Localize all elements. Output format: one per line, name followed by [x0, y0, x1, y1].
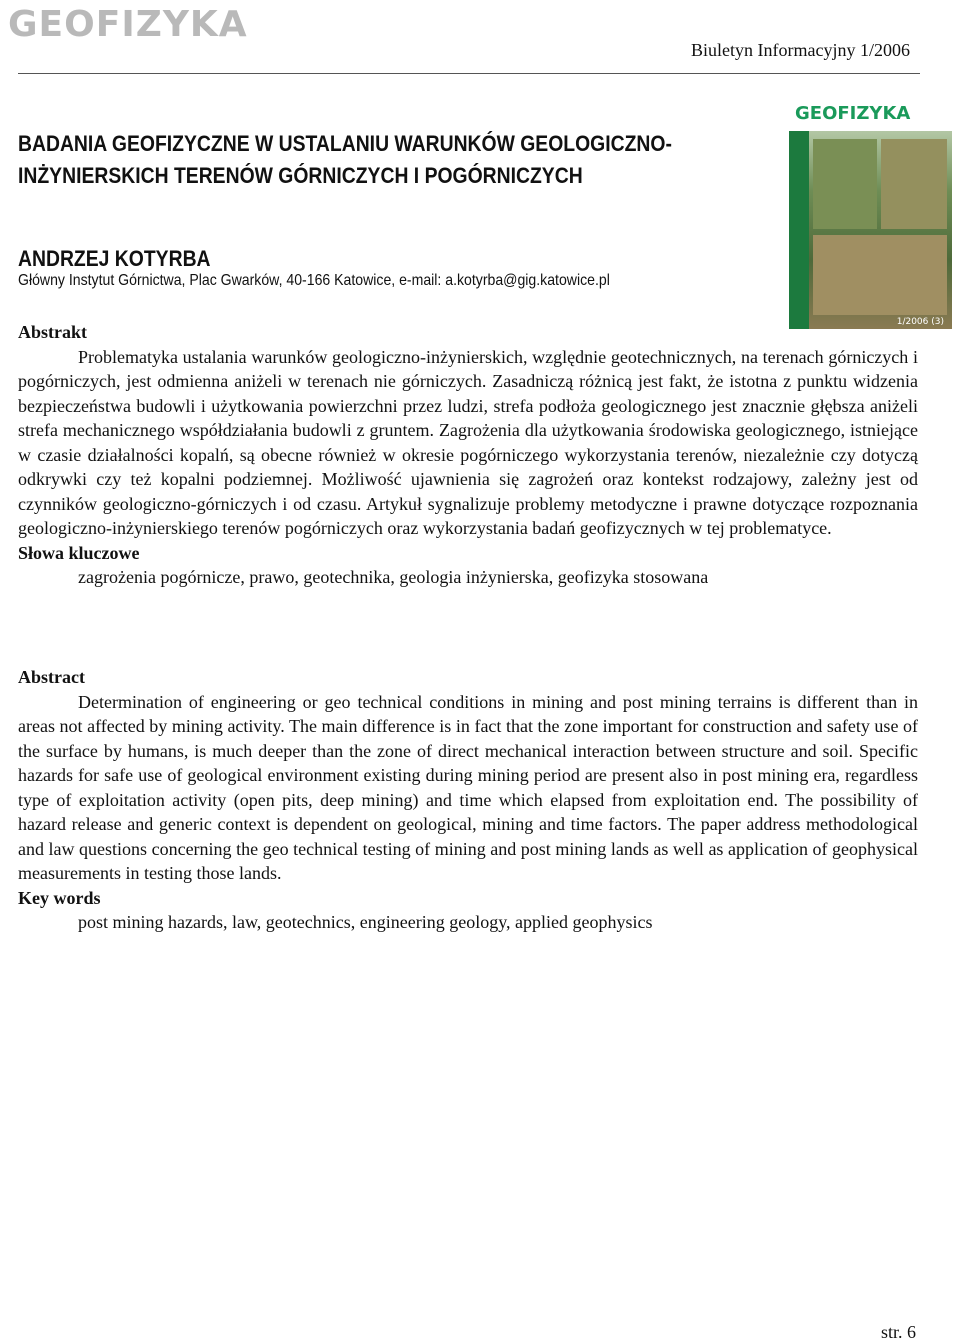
abstract-english — [18, 665, 918, 935]
keywords-en: post mining hazards, law, geotechnics, engineering geology, applied geophysics — [78, 912, 653, 932]
cover-image — [789, 99, 952, 329]
article-title: BADANIA GEOFIZYCZNE W USTALANIU WARUNKÓW GEOLOGICZNO-INŻYNIERSKICH TERENÓW GÓRNICZYCH I POGÓRNICZYCH — [18, 131, 672, 188]
page-number: str. 6 — [880, 1322, 916, 1342]
journal-logo: GEOFIZYKA — [8, 4, 248, 45]
cover-photo — [813, 139, 877, 229]
cover-header — [789, 99, 952, 131]
keywords-pl: zagrożenia pogórnicze, prawo, geotechnika, geologia inżynierska, geofizyka stosowana — [78, 567, 709, 587]
abstract-polish — [18, 320, 918, 590]
abstract-pl-text: Problematyka ustalania warunków geologiczno-inżynierskich, względnie geotechnicznych, na terenach górniczych i pogórniczych, jest odmienna aniżeli w terenach nie górniczych. Zasadniczą różnicą jest fakt, że istotna z punktu widzenia bezpieczeństwa budowli i użytkowania powierzchni przez ludzi, strefa podłoża geologicznego jest znacznie głębsza aniżeli strefa mechanicznego współdziałania budowli z gruntem. Zagrożenia dla użytkowania środowiska geologicznego, istniejące w czasie działalności kopalń, są obecne również w okresie pogórniczego wykorzystania terenów, niezależnie czy dotyczą odkrywki czy też kopalni podziemnej. Możliwość ujawnienia się zagrożeń oraz kontekst rodzajowy, zależny jest od czynników geologiczno-górniczych i od czasu. Artykuł sygnalizuje problemy metodyczne i prawne dotyczące rozpoznania geologiczno-inżynierskiego terenów pogórniczych oraz wykorzystania badań geofizycznych w tej problematyce. — [18, 346, 918, 538]
author-name: ANDRZEJ KOTYRBA — [18, 246, 211, 271]
cover-title: GEOFIZYKA — [795, 103, 911, 124]
abstract-en-text: Determination of engineering or geo technical conditions in mining and post mining terrains is different than in areas not affected by mining activity. The main difference is in fact that the zone important for construction and safety use of the surface by humans, is much deeper than the zone of direct mechanical interaction between structure and soil. Specific hazards for safe use of geological environment existing during mining period are present also in post mining era, regardless type of exploitation activity (open pits, deep mining) and time which elapsed from exploitation end. The possibility of hazard release and generic context is dependent on geological, mining and time factors. The paper address methodological and law questions concerning the geo technical testing of mining and post mining lands as well as application of geophysical measurements in testing those lands. — [18, 691, 918, 883]
cover-photo — [881, 139, 947, 229]
bulletin-label: Biuletyn Informacyjny 1/2006 — [691, 40, 910, 60]
keywords-en-heading: Key words — [18, 887, 101, 908]
keywords-pl-heading: Słowa kluczowe — [18, 542, 140, 563]
abstract-en-heading: Abstract — [18, 667, 85, 687]
author-affiliation: Główny Instytut Górnictwa, Plac Gwarków, 40-166 Katowice, e-mail: a.kotyrba@gig.katowice.pl — [18, 272, 610, 289]
cover-issue-label: 1/2006 (3) — [896, 317, 944, 327]
cover-photo — [813, 235, 947, 315]
abstract-pl-heading: Abstrakt — [18, 322, 88, 342]
header-divider — [18, 73, 920, 74]
